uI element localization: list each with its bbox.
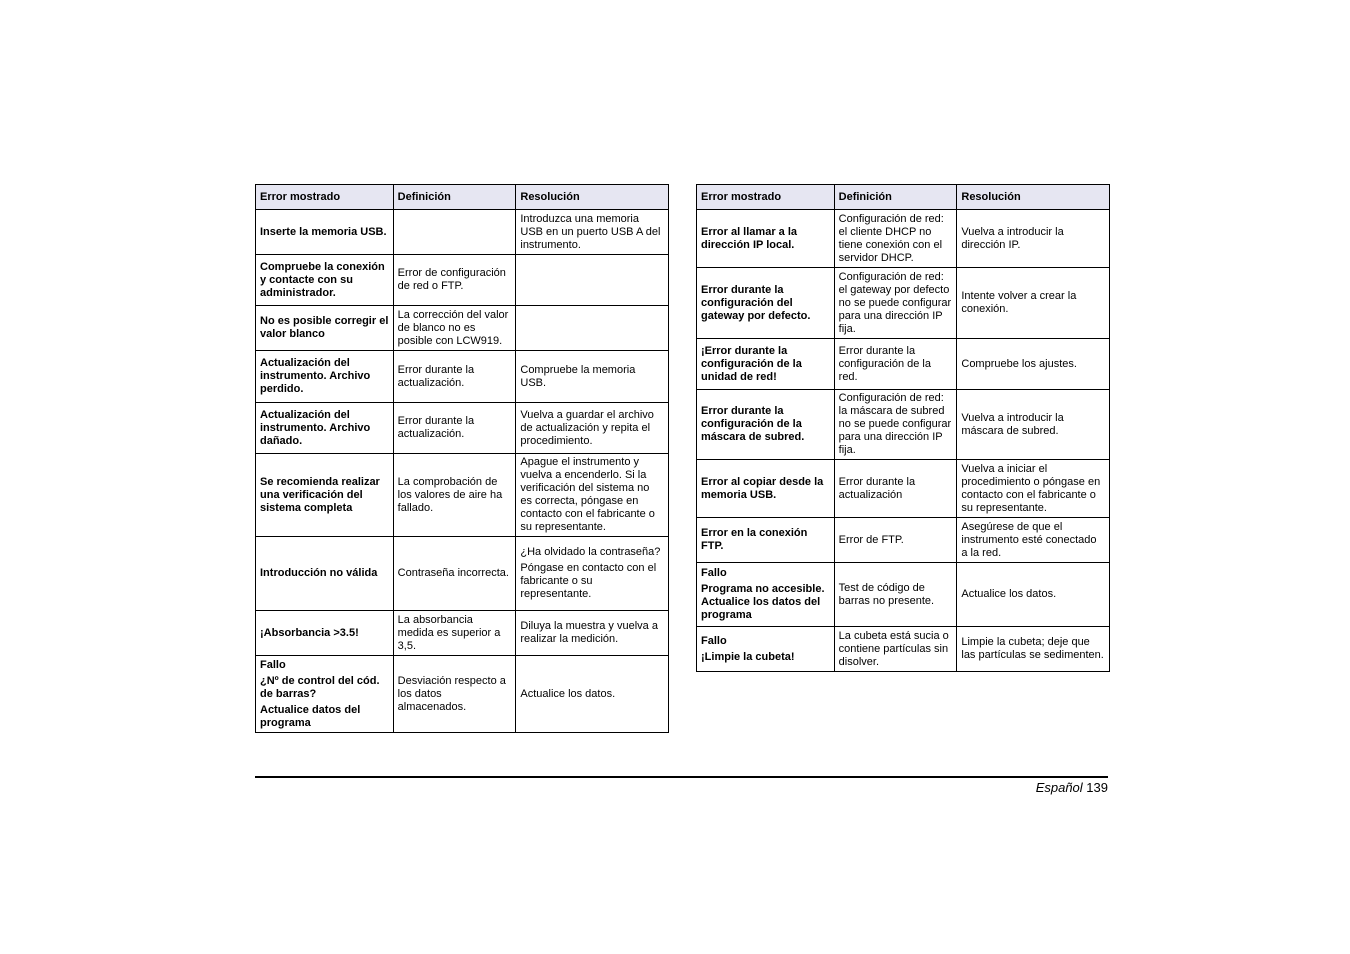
cell-text: Actualización del instrumento. Archivo perdido. (260, 357, 371, 395)
definition-cell (834, 210, 957, 268)
error-cell (697, 518, 835, 563)
cell-text: Actualice los datos. (961, 588, 1057, 600)
cell-text: Test de código de barras no presente. (838, 581, 935, 607)
resolution-cell (516, 403, 669, 454)
resolution-cell (516, 656, 669, 733)
cell-text: Vuelva a introducir la dirección IP. (961, 225, 1064, 251)
cell-text: No es posible corregir el valor blanco (260, 315, 389, 340)
table-row (697, 268, 1110, 339)
table-row (256, 210, 669, 255)
cell-text: Inserte la memoria USB. (260, 225, 387, 238)
cell-text: Error en la conexión FTP. (701, 527, 808, 552)
error-cell (697, 460, 835, 518)
definition-cell (834, 627, 957, 672)
table-row (256, 255, 669, 306)
cell-text: Error al llamar a la dirección IP local. (701, 225, 797, 251)
footer-page-number: 139 (1086, 780, 1108, 795)
cell-text: La absorbancia medida es superior a 3,5. (397, 613, 501, 652)
resolution-cell (957, 268, 1110, 339)
cell-text: Error de configuración de red o FTP. (397, 267, 506, 292)
table-row (697, 210, 1110, 268)
footer-language: Español (1035, 780, 1083, 795)
table-row (697, 518, 1110, 563)
header-resolution: Resolución (516, 185, 669, 210)
error-cell (256, 306, 394, 351)
definition-cell (393, 306, 516, 351)
cell-text: Introduzca una memoria USB en un puerto USB A del instrumento. (520, 212, 661, 251)
cell-text: Error durante la configuración de la red. (838, 344, 931, 383)
cell-text: Fallo (701, 567, 727, 579)
cell-text: Intente volver a crear la conexión. (961, 290, 1077, 315)
error-cell (697, 210, 835, 268)
definition-cell (393, 351, 516, 403)
resolution-cell (957, 210, 1110, 268)
definition-cell (393, 537, 516, 611)
cell-text: Vuelva a guardar el archivo de actualización y repita el procedimiento. (520, 408, 654, 447)
cell-text: Asegúrese de que el instrumento esté conectado a la red. (961, 520, 1097, 559)
error-cell (256, 403, 394, 454)
cell-text: ¡Error durante la configuración de la unidad de red! (701, 344, 802, 383)
cell-text: Apague el instrumento y vuelva a encenderlo. Si la verificación del sistema no es correcta, póngase en contacto con el fabricante o su representante. (520, 456, 655, 533)
table-row (697, 460, 1110, 518)
header-error: Error mostrado (697, 185, 835, 210)
resolution-cell (516, 611, 669, 656)
resolution-cell (957, 339, 1110, 390)
cell-text: Error de FTP. (838, 533, 904, 546)
cell-text: Diluya la muestra y vuelva a realizar la medición. (520, 620, 658, 645)
cell-text: Error durante la configuración de la máscara de subred. (701, 405, 805, 443)
cell-text: Configuración de red: la máscara de subred no se puede configurar para una dirección IP fija. (838, 392, 952, 456)
error-cell (256, 255, 394, 306)
header-resolution: Resolución (957, 185, 1110, 210)
cell-text: Fallo (260, 658, 286, 671)
header-definition: Definición (393, 185, 516, 210)
definition-cell (393, 454, 516, 537)
table-row (256, 611, 669, 656)
table-row (256, 454, 669, 537)
error-cell (697, 627, 835, 672)
cell-text: Limpie la cubeta; deje que las partículas se sedimenten. (961, 636, 1104, 661)
table-row (697, 563, 1110, 627)
resolution-cell (957, 460, 1110, 518)
cell-text: Desviación respecto a los datos almacenados. (397, 674, 506, 713)
definition-cell (393, 210, 516, 255)
page-footer (1036, 780, 1108, 796)
cell-text: Error durante la actualización (838, 475, 916, 501)
resolution-cell (516, 537, 669, 611)
definition-cell (393, 656, 516, 733)
table-row (256, 537, 669, 611)
definition-cell (834, 339, 957, 390)
cell-text: La corrección del valor de blanco no es posible con LCW919. (397, 308, 509, 347)
cell-text: Vuelva a iniciar el procedimiento o póngase en contacto con el fabricante o su representante. (961, 462, 1101, 514)
resolution-cell (957, 518, 1110, 563)
cell-text: Configuración de red: el cliente DHCP no tiene conexión con el servidor DHCP. (838, 212, 944, 264)
cell-text: Póngase en contacto con el fabricante o su representante. (520, 562, 657, 600)
cell-text: ¡Limpie la cubeta! (701, 650, 795, 663)
definition-cell (393, 403, 516, 454)
resolution-cell (516, 255, 669, 306)
definition-cell (834, 518, 957, 563)
footer-rule (255, 776, 1108, 778)
table-row (697, 390, 1110, 460)
resolution-cell (516, 351, 669, 403)
table-row (697, 627, 1110, 672)
cell-text: Vuelva a introducir la máscara de subred. (961, 411, 1064, 437)
table-header-row (697, 185, 1110, 210)
error-cell (256, 454, 394, 537)
table-header-row (256, 185, 669, 210)
cell-text: Se recomienda realizar una verificación del sistema completa (260, 475, 380, 514)
cell-text: Error al copiar desde la memoria USB. (701, 475, 824, 501)
table-row (256, 403, 669, 454)
cell-text: ¿Nº de control del cód. de barras? (260, 674, 380, 700)
resolution-cell (957, 563, 1110, 627)
cell-text: Error durante la configuración del gateway por defecto. (701, 283, 811, 322)
error-cell (256, 656, 394, 733)
error-cell (256, 537, 394, 611)
resolution-cell (516, 210, 669, 255)
cell-text: Programa no accesible. Actualice los datos del programa (701, 583, 825, 621)
resolution-cell (957, 390, 1110, 460)
cell-text: Compruebe la conexión y contacte con su administrador. (260, 260, 385, 299)
definition-cell (393, 611, 516, 656)
cell-text: Compruebe la memoria USB. (520, 363, 636, 389)
error-cell (256, 351, 394, 403)
error-cell (697, 390, 835, 460)
cell-text: Error durante la actualización. (397, 415, 475, 440)
cell-text: Actualización del instrumento. Archivo dañado. (260, 408, 371, 447)
resolution-cell (516, 306, 669, 351)
error-cell (256, 611, 394, 656)
error-cell (256, 210, 394, 255)
error-cell (697, 563, 835, 627)
cell-text: Error durante la actualización. (397, 363, 475, 389)
resolution-cell (957, 627, 1110, 672)
cell-text: La comprobación de los valores de aire ha fallado. (397, 475, 503, 514)
cell-text: Contraseña incorrecta. (397, 567, 509, 579)
definition-cell (834, 390, 957, 460)
definition-cell (834, 460, 957, 518)
cell-text: Actualice datos del programa (260, 703, 361, 729)
cell-text: Configuración de red: el gateway por defecto no se puede configurar para una dirección IP fija. (838, 270, 952, 335)
header-error: Error mostrado (256, 185, 394, 210)
header-definition: Definición (834, 185, 957, 210)
definition-cell (834, 563, 957, 627)
table-row (697, 339, 1110, 390)
cell-text: Introducción no válida (260, 567, 378, 579)
table-row (256, 351, 669, 403)
cell-text: Compruebe los ajustes. (961, 357, 1077, 370)
error-table-left (255, 184, 669, 733)
cell-text: ¡Absorbancia >3.5! (260, 626, 359, 639)
cell-text: ¿Ha olvidado la contraseña? (520, 546, 661, 558)
cell-text: Actualice los datos. (520, 687, 616, 700)
resolution-cell (516, 454, 669, 537)
definition-cell (834, 268, 957, 339)
error-table-right (696, 184, 1110, 672)
error-cell (697, 268, 835, 339)
cell-text: La cubeta está sucia o contiene partículas sin disolver. (838, 629, 949, 668)
error-cell (697, 339, 835, 390)
cell-text: Fallo (701, 634, 727, 647)
table-row (256, 306, 669, 351)
definition-cell (393, 255, 516, 306)
table-row (256, 656, 669, 733)
